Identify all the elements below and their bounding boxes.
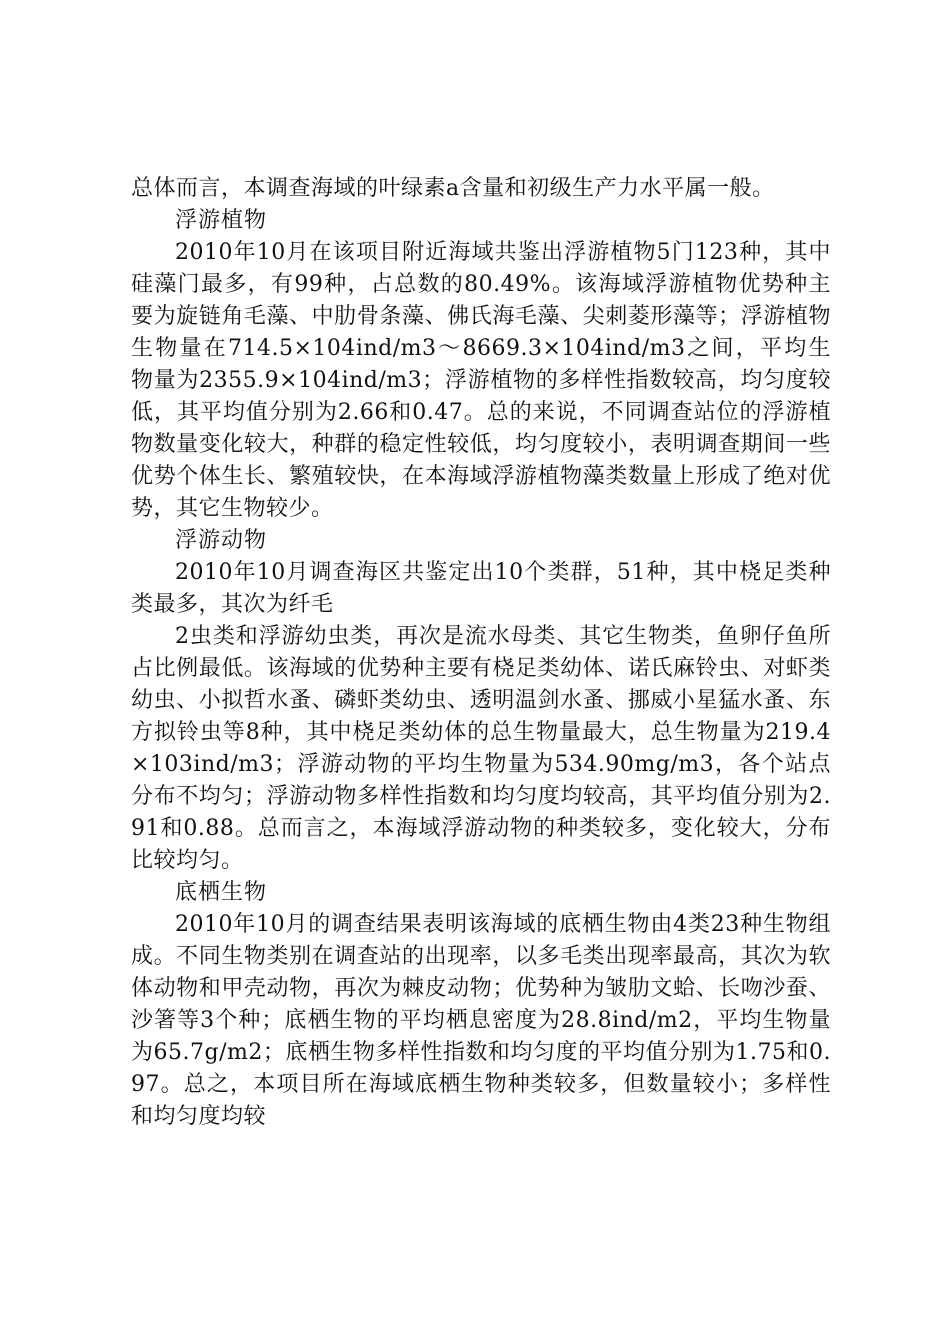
paragraph-phytoplankton: 2010年10月在该项目附近海域共鉴出浮游植物5门123种，其中硅藻门最多，有99种，占总数的80.49%。该海域浮游植物优势种主要为旋链角毛藻、中肋骨条藻、佛氏海毛藻、尖刺菱形藻等；浮游植物生物量在714.5×104ind/m3～8669.3×104ind/m3之间，平均生物量为2355.9×104ind/m3；浮游植物的多样性指数较高，均匀度较低，其平均值分别为2.66和0.47。总的来说，不同调查站位的浮游植物数量变化较大，种群的稳定性较低，均匀度较小，表明调查期间一些优势个体生长、繁殖较快，在本海域浮游植物藻类数量上形成了绝对优势，其它生物较少。 [131, 240, 831, 521]
section-heading-zooplankton: 浮游动物 [175, 528, 268, 553]
paragraph-benthos: 2010年10月的调查结果表明该海域的底栖生物由4类23种生物组成。不同生物类别在调查站的出现率，以多毛类出现率最高，其次为软体动物和甲壳动物，再次为棘皮动物；优势种为皱肋文蛤、长吻沙蚕、沙箸等3个种；底栖生物的平均栖息密度为28.8ind/m2，平均生物量为65.7g/m2；底栖生物多样性指数和均匀度的平均值分别为1.75和0.97。总之，本项目所在海域底栖生物种类较多，但数量较小；多样性和均匀度均较 [131, 912, 831, 1129]
paragraph-chlorophyll-summary: 总体而言，本调查海域的叶绿素a含量和初级生产力水平属一般。 [131, 176, 775, 201]
section-heading-phytoplankton: 浮游植物 [175, 208, 268, 233]
paragraph-zooplankton-part2: 2虫类和浮游幼虫类，再次是流水母类、其它生物类，鱼卵仔鱼所占比例最低。该海域的优势种主要有桡足类幼体、诺氏麻铃虫、对虾类幼虫、小拟哲水蚤、磷虾类幼虫、透明温剑水蚤、挪威小星猛水蚤、东方拟铃虫等8种，其中桡足类幼体的总生物量最大，总生物量为219.4×103ind/m3；浮游动物的平均生物量为534.90mg/m3，各个站点分布不均匀；浮游动物多样性指数和均匀度均较高，其平均值分别为2.91和0.88。总而言之，本海域浮游动物的种类较多，变化较大，分布比较均匀。 [131, 624, 831, 873]
document-body [131, 173, 831, 1133]
section-heading-benthos: 底栖生物 [175, 880, 268, 905]
paragraph-zooplankton-part1: 2010年10月调查海区共鉴定出10个类群，51种，其中桡足类种类最多，其次为纤毛 [131, 560, 831, 617]
